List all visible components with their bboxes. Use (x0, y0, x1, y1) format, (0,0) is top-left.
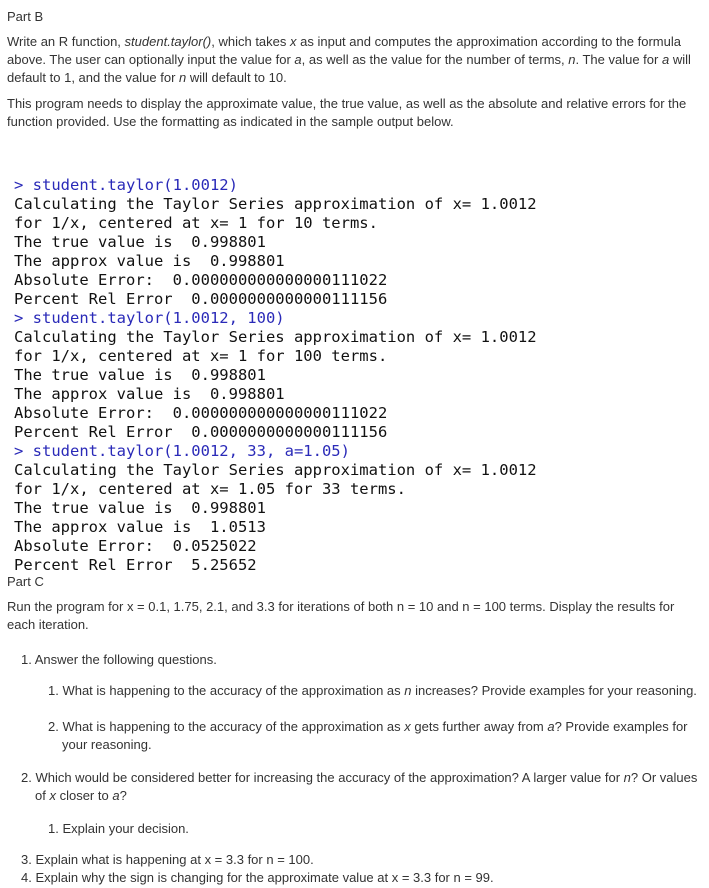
question-1-sub-1: 1. What is happening to the accuracy of the approximation as n increases? Provide examples for your reasoning. (48, 683, 697, 698)
part-c-heading: Part C (7, 574, 44, 589)
console-line: Calculating the Taylor Series approximation of x= 1.0012 (14, 195, 537, 213)
console-line: > student.taylor(1.0012, 33, a=1.05) (14, 442, 350, 460)
question-4: 4. Explain why the sign is changing for the approximate value at x = 3.3 for n = 99. (21, 870, 494, 885)
console-line: The approx value is 0.998801 (14, 385, 285, 403)
question-3: 3. Explain what is happening at x = 3.3 for n = 100. (21, 852, 314, 867)
console-line: for 1/x, centered at x= 1 for 100 terms. (14, 347, 388, 365)
console-line: for 1/x, centered at x= 1 for 10 terms. (14, 214, 378, 232)
console-line: The approx value is 0.998801 (14, 252, 285, 270)
console-line: for 1/x, centered at x= 1.05 for 33 terms. (14, 480, 406, 498)
console-line: The true value is 0.998801 (14, 499, 266, 517)
console-line: Absolute Error: 0.000000000000000111022 (14, 271, 388, 289)
part-b-paragraph-2: This program needs to display the approximate value, the true value, as well as the absolute and relative errors for the function provided. Use the formatting as indicated in the sample output below. (7, 96, 687, 129)
question-2-sub-1: 1. Explain your decision. (48, 821, 189, 836)
question-2: 2. Which would be considered better for increasing the accuracy of the approximation? A larger value for n? Or values of x closer to a? (21, 770, 698, 803)
part-b-paragraph-1: Write an R function, student.taylor(), which takes x as input and computes the approximation according to the formula above. The user can optionally input the value for a, as well as the value for the number of terms, n. The value for a will default to 1, and the value for n will default to 10. (7, 34, 691, 85)
console-line: Absolute Error: 0.000000000000000111022 (14, 404, 388, 422)
console-line: The true value is 0.998801 (14, 366, 266, 384)
part-c-intro: Run the program for x = 0.1, 1.75, 2.1, and 3.3 for iterations of both n = 10 and n = 100 terms. Display the results for each iteration. (7, 599, 675, 632)
console-line: Calculating the Taylor Series approximation of x= 1.0012 (14, 328, 537, 346)
console-output (14, 157, 537, 594)
console-line: > student.taylor(1.0012) (14, 176, 238, 194)
console-line: Percent Rel Error 0.0000000000000111156 (14, 290, 388, 308)
console-line: Absolute Error: 0.0525022 (14, 537, 257, 555)
console-line: Percent Rel Error 0.0000000000000111156 (14, 423, 388, 441)
console-line: The true value is 0.998801 (14, 233, 266, 251)
part-b-heading: Part B (7, 9, 44, 24)
console-line: Calculating the Taylor Series approximation of x= 1.0012 (14, 461, 537, 479)
question-1: 1. Answer the following questions. (21, 652, 217, 667)
question-1-sub-2: 2. What is happening to the accuracy of the approximation as x gets further away from a? Provide examples for your reasoning. (48, 719, 688, 752)
console-line: > student.taylor(1.0012, 100) (14, 309, 285, 327)
console-line: Percent Rel Error 5.25652 (14, 556, 257, 574)
console-line: The approx value is 1.0513 (14, 518, 266, 536)
